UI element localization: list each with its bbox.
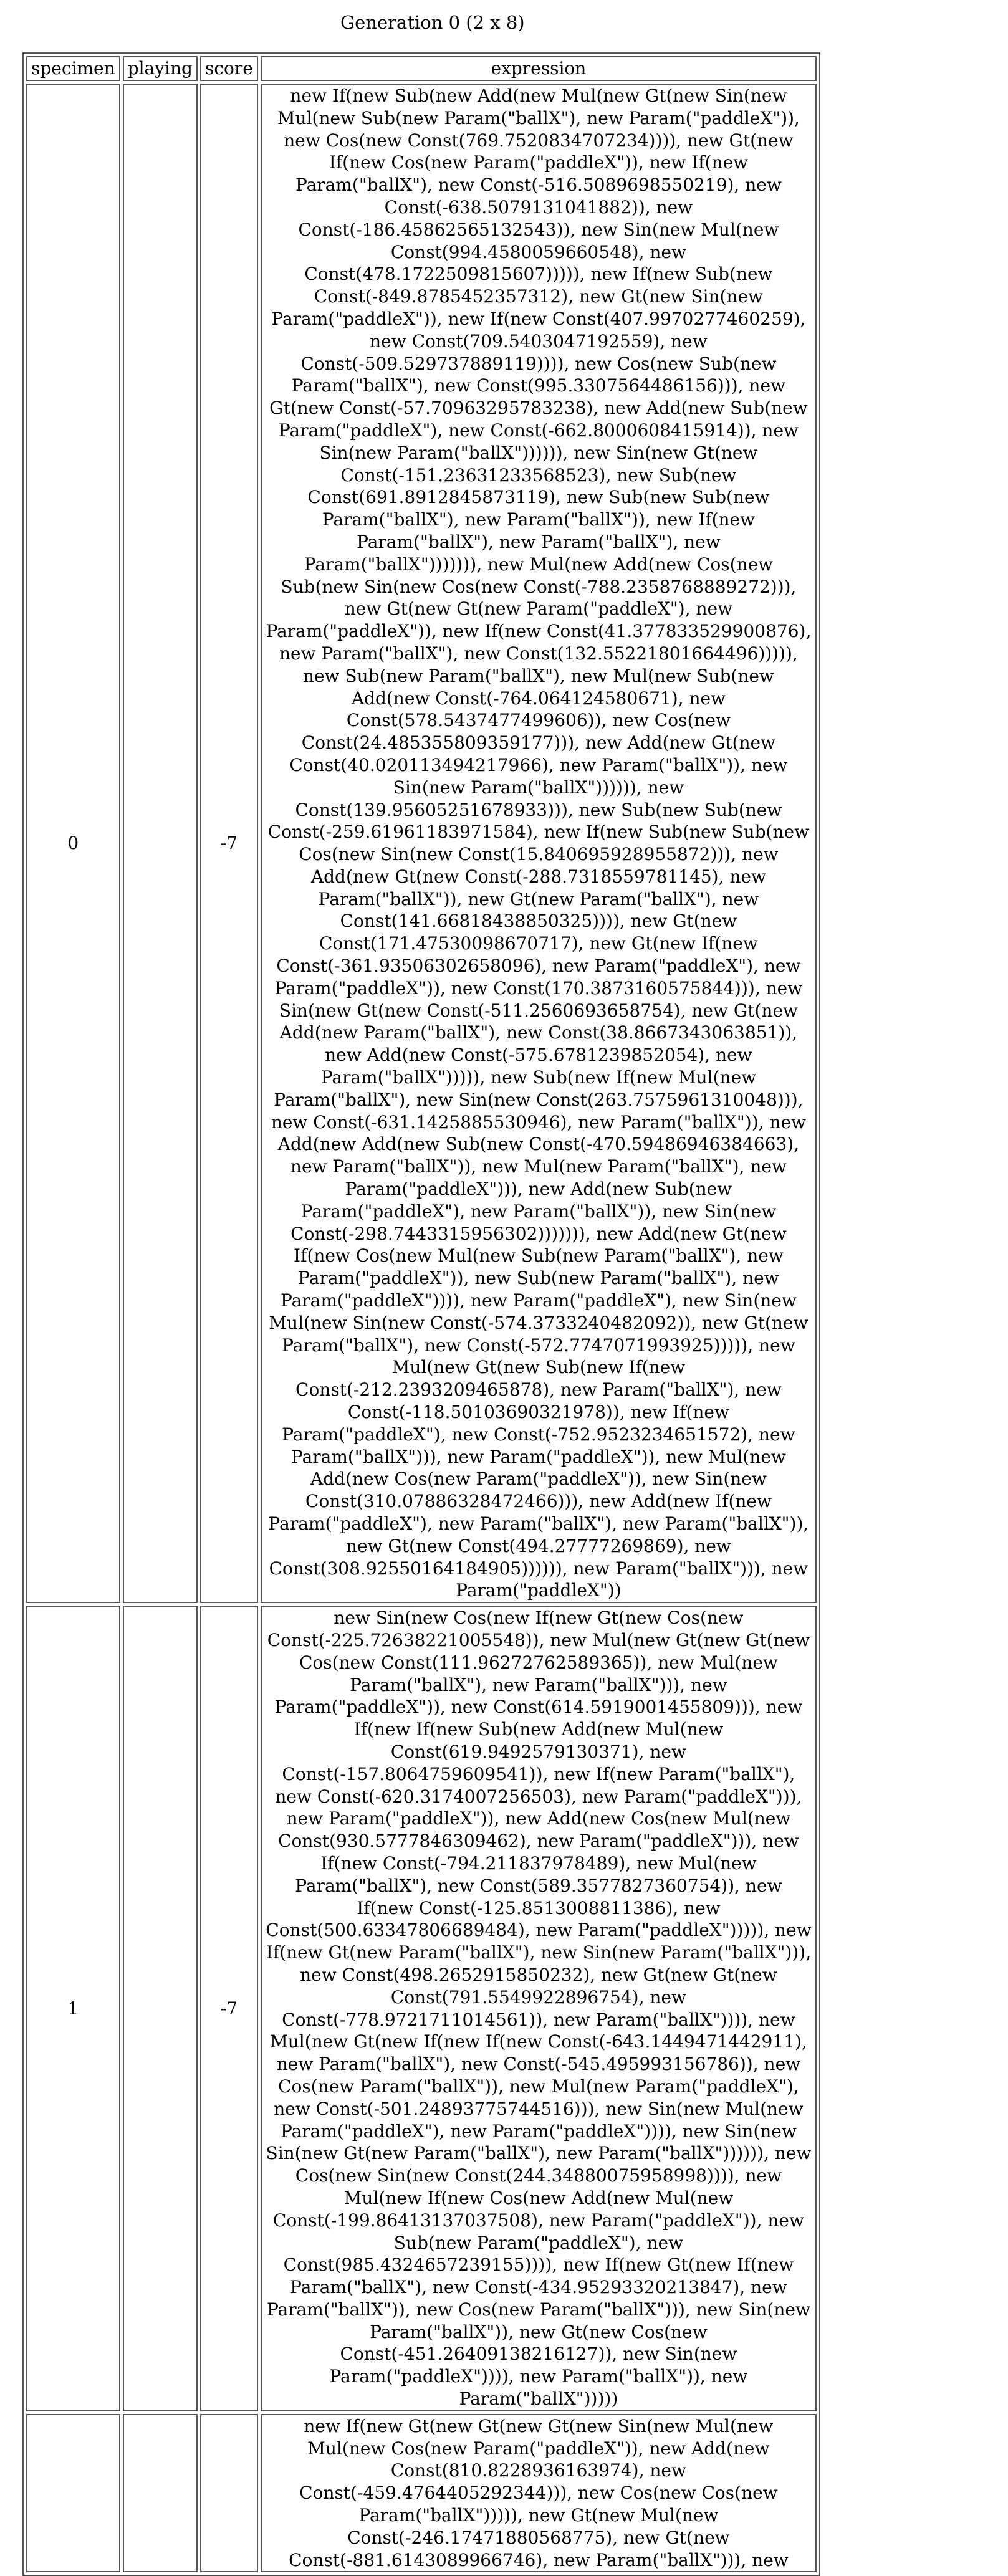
specimen-cell: 0: [26, 84, 120, 1603]
expression-header: expression: [261, 56, 817, 81]
specimen-cell: 1: [26, 1606, 120, 2411]
playing-cell: [123, 1606, 198, 2411]
table-row: [26, 84, 817, 1603]
generation-table: [22, 52, 820, 2576]
playing-header: playing: [123, 56, 198, 81]
header-row: [26, 56, 817, 81]
playing-cell: [123, 84, 198, 1603]
expression-cell: new If(new Gt(new Gt(new Gt(new Sin(new Mul(new Mul(new Cos(new Param("paddleX")), new Add(new Const(810.8228936163974), new Const(-459.4764405292344))), new Cos(new Cos(new Param("ballX"))))), new Gt(new Mul(new Const(-246.17471880568775), new Gt(new Const(-881.6143089966746), new Param("ballX"))), new: [261, 2414, 817, 2573]
expression-cell: new If(new Sub(new Add(new Mul(new Gt(new Sin(new Mul(new Sub(new Param("ballX"), new Param("paddleX")), new Cos(new Const(769.7520834707234)))), new Gt(new If(new Cos(new Param("paddleX")), new If(new Param("ballX"), new Const(-516.5089698550219), new Const(-638.5079131041882)), new Const(-186.45862565132543)), new Sin(new Mul(new Const(994.4580059660548), new Const(478.1722509815607))))), new If(new Sub(new Const(-849.8785452357312), new Gt(new Sin(new Param("paddleX")), new If(new Const(407.9970277460259), new Const(709.5403047192559), new Const(-509.529737889119)))), new Cos(new Sub(new Param("ballX"), new Const(995.3307564486156))), new Gt(new Const(-57.70963295783238), new Add(new Sub(new Param("paddleX"), new Const(-662.8000608415914)), new Sin(new Param("ballX")))))), new Sin(new Gt(new Const(-151.23631233568523), new Sub(new Const(691.8912845873119), new Sub(new Sub(new Param("ballX"), new Param("ballX")), new If(new Param("ballX"), new Param("ballX"), new Param("ballX"))))))), new Mul(new Add(new Cos(new Sub(new Sin(new Cos(new Const(-788.2358768889272))), new Gt(new Gt(new Param("paddleX"), new Param("paddleX")), new If(new Const(41.377833529900876), new Param("ballX"), new Const(132.55221801664496))))), new Sub(new Param("ballX"), new Mul(new Sub(new Add(new Const(-764.064124580671), new Const(578.5437477499606)), new Cos(new Const(24.485355809359177))), new Add(new Gt(new Const(40.020113494217966), new Param("ballX")), new Sin(new Param("ballX")))))), new Const(139.95605251678933))), new Sub(new Sub(new Const(-259.61961183971584), new If(new Sub(new Sub(new Cos(new Sin(new Const(15.840695928955872))), new Add(new Gt(new Const(-288.7318559781145), new Param("ballX")), new Gt(new Param("ballX"), new Const(141.66818438850325)))), new Gt(new Const(171.47530098670717), new Gt(new If(new Const(-361.93506302658096), new Param("paddleX"), new Param("paddleX")), new Const(170.3873160575844))), new Sin(new Gt(new Const(-511.2560693658754), new Gt(new Add(new Param("ballX"), new Const(38.8667343063851)), new Add(new Const(-575.6781239852054), new Param("ballX"))))), new Sub(new If(new Mul(new Param("ballX"), new Sin(new Const(263.7575961310048))), new Const(-631.1425885530946), new Param("ballX")), new Add(new Add(new Sub(new Const(-470.59486946384663), new Param("ballX")), new Mul(new Param("ballX"), new Param("paddleX"))), new Add(new Sub(new Param("paddleX"), new Param("ballX")), new Sin(new Const(-298.7443315956302))))))), new Add(new Gt(new If(new Cos(new Mul(new Sub(new Param("ballX"), new Param("paddleX")), new Sub(new Param("ballX"), new Param("paddleX")))), new Param("paddleX"), new Sin(new Mul(new Sin(new Const(-574.3733240482092)), new Gt(new Param("ballX"), new Const(-572.7747071993925))))), new Mul(new Gt(new Sub(new If(new Const(-212.2393209465878), new Param("ballX"), new Const(-118.50103690321978)), new If(new Param("paddleX"), new Const(-752.9523234651572), new Param("ballX"))), new Param("paddleX")), new Mul(new Add(new Cos(new Param("paddleX")), new Sin(new Const(310.07886328472466))), new Add(new If(new Param("paddleX"), new Param("ballX"), new Param("ballX")), new Gt(new Const(494.27777269869), new Const(308.92550164184905)))))), new Param("ballX"))), new Param("paddleX")): [261, 84, 817, 1603]
table-row: [26, 1606, 817, 2411]
score-cell: [200, 2414, 258, 2573]
score-header: score: [200, 56, 258, 81]
table-row: [26, 2414, 817, 2573]
page-title: Generation 0 (2 x 8): [340, 12, 525, 33]
playing-cell: [123, 2414, 198, 2573]
specimen-cell: [26, 2414, 120, 2573]
score-cell: -7: [200, 1606, 258, 2411]
specimen-header: specimen: [26, 56, 120, 81]
score-cell: -7: [200, 84, 258, 1603]
expression-cell: new Sin(new Cos(new If(new Gt(new Cos(new Const(-225.72638221005548)), new Mul(new Gt(new Gt(new Cos(new Const(111.96272762589365)), new Mul(new Param("ballX"), new Param("ballX"))), new Param("paddleX")), new Const(614.5919001455809))), new If(new If(new Sub(new Add(new Mul(new Const(619.9492579130371), new Const(-157.8064759609541)), new If(new Param("ballX"), new Const(-620.3174007256503), new Param("paddleX"))), new Param("paddleX")), new Add(new Cos(new Mul(new Const(930.5777846309462), new Param("paddleX"))), new If(new Const(-794.211837978489), new Mul(new Param("ballX"), new Const(589.3577827360754)), new If(new Const(-125.8513008811386), new Const(500.63347806689484), new Param("paddleX"))))), new If(new Gt(new Param("ballX"), new Sin(new Param("ballX"))), new Const(498.2652915850232), new Gt(new Gt(new Const(791.5549922896754), new Const(-778.9721711014561)), new Param("ballX")))), new Mul(new Gt(new If(new If(new Const(-643.1449471442911), new Param("ballX"), new Const(-545.495993156786)), new Cos(new Param("ballX")), new Mul(new Param("paddleX"), new Const(-501.24893775744516))), new Sin(new Mul(new Param("paddleX"), new Param("paddleX")))), new Sin(new Sin(new Gt(new Param("ballX"), new Param("ballX")))))), new Cos(new Sin(new Const(244.34880075958998)))), new Mul(new If(new Cos(new Add(new Mul(new Const(-199.86413137037508), new Param("paddleX")), new Sub(new Param("paddleX"), new Const(985.4324657239155)))), new If(new Gt(new If(new Param("ballX"), new Const(-434.95293320213847), new Param("ballX")), new Cos(new Param("ballX"))), new Sin(new Param("ballX")), new Gt(new Cos(new Const(-451.26409138216127)), new Sin(new Param("paddleX")))), new Param("ballX")), new Param("ballX"))))): [261, 1606, 817, 2411]
